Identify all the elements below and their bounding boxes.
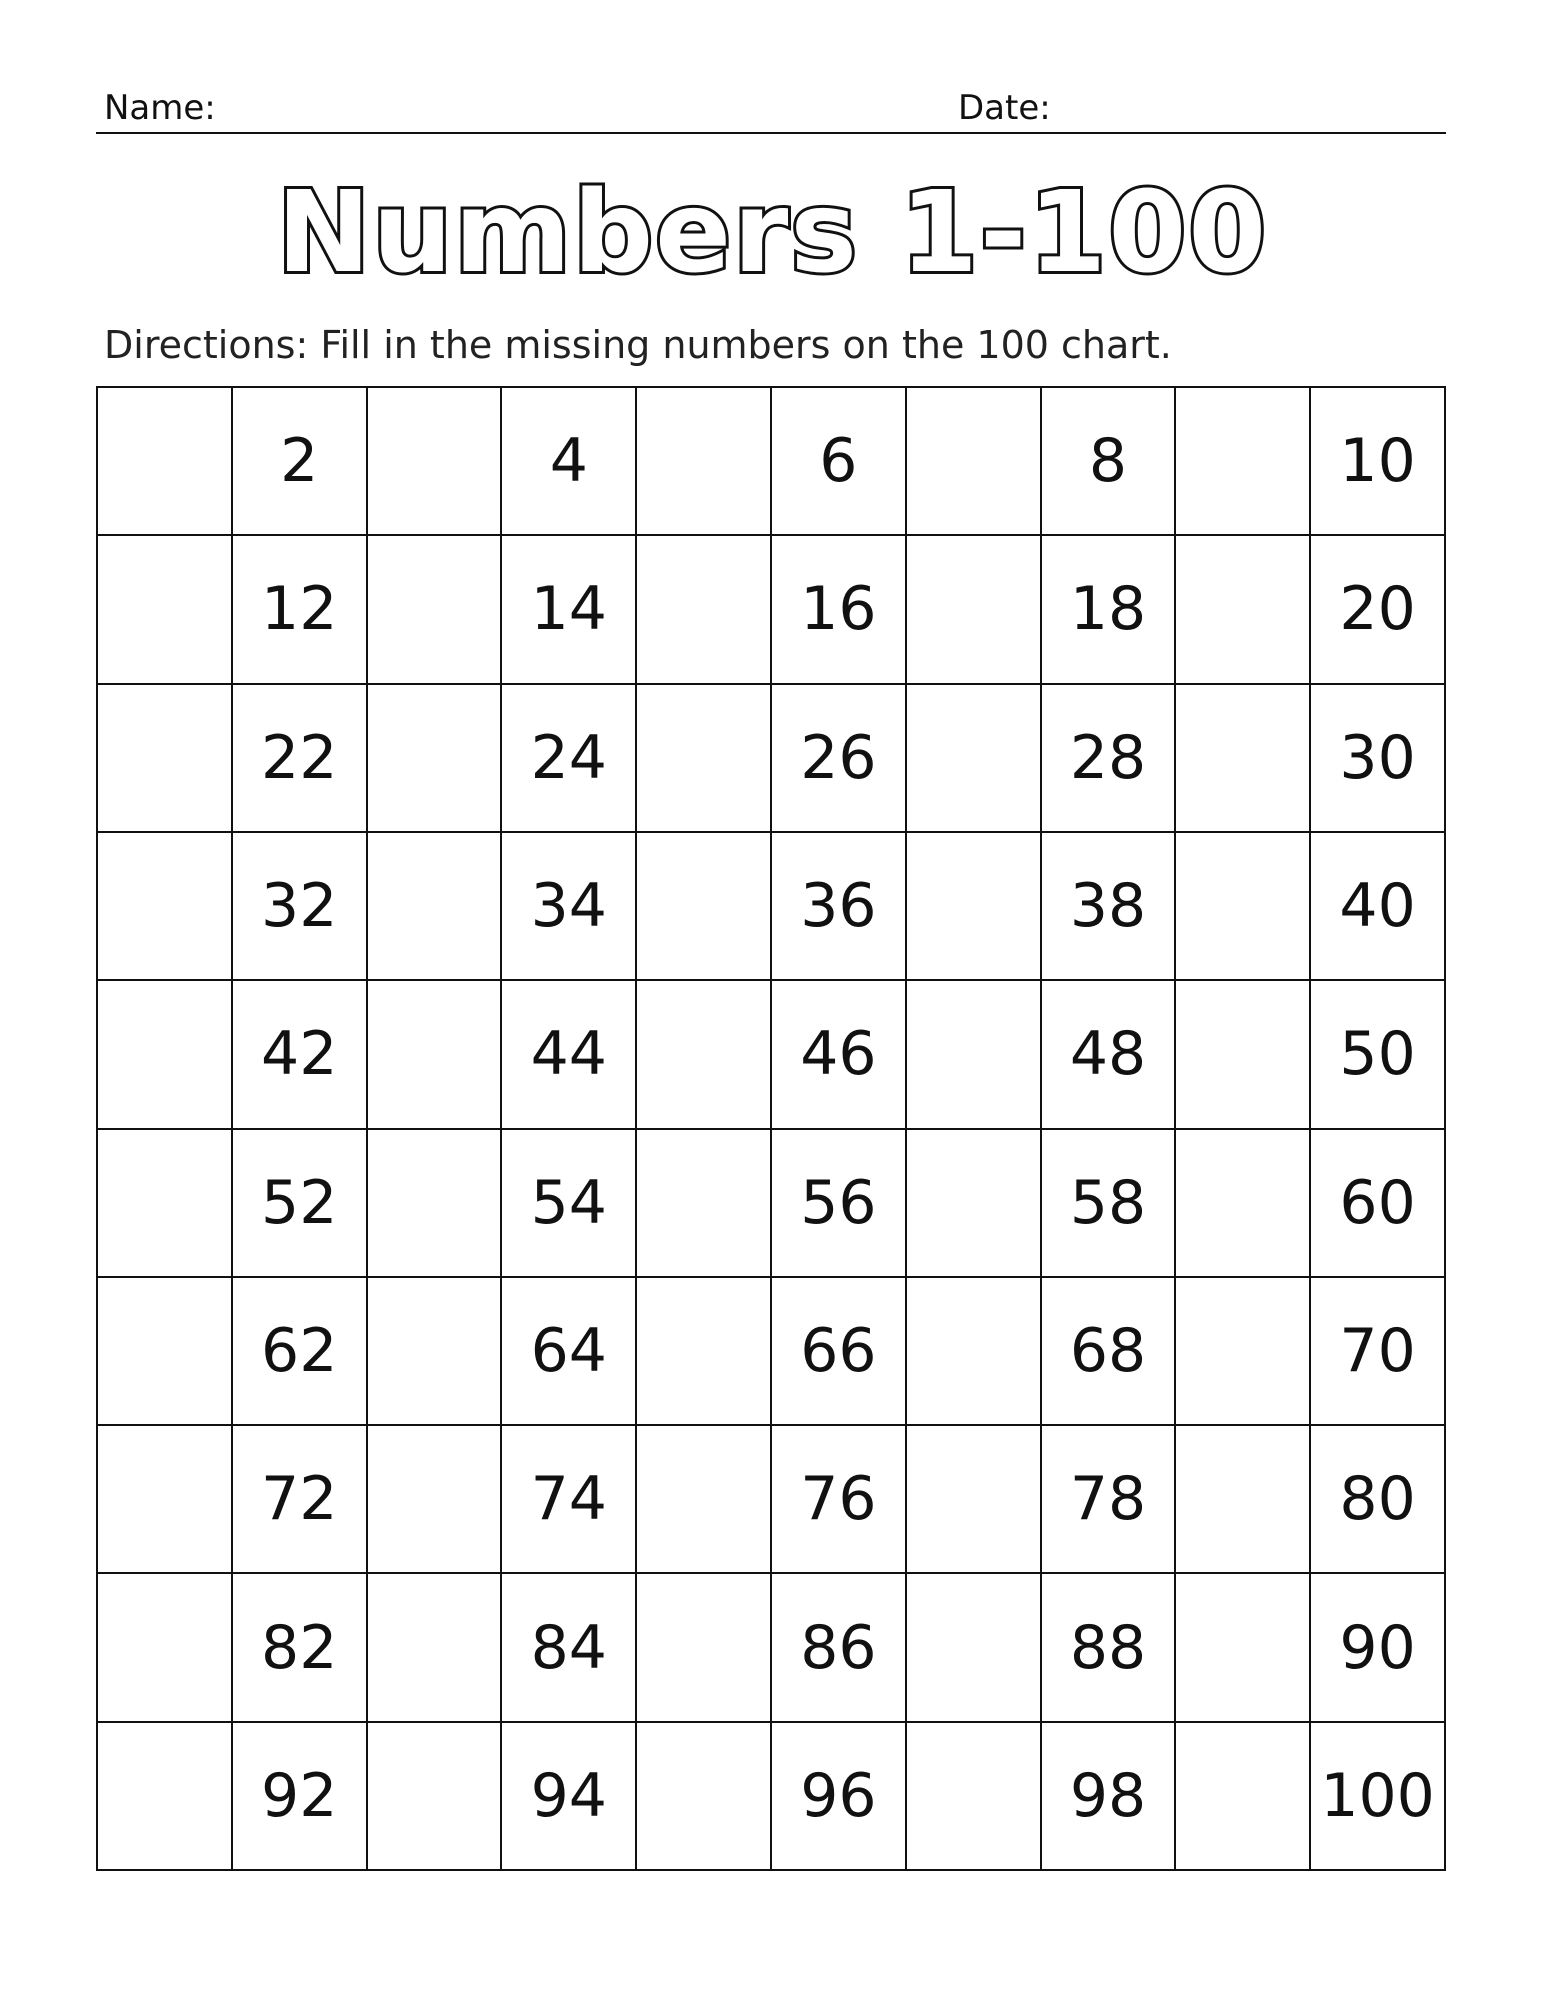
blank-cell[interactable] bbox=[1176, 388, 1311, 536]
blank-cell[interactable] bbox=[637, 388, 772, 536]
number-cell: 8 bbox=[1042, 388, 1177, 536]
blank-cell[interactable] bbox=[368, 1723, 503, 1871]
number-cell: 4 bbox=[502, 388, 637, 536]
number-cell: 78 bbox=[1042, 1426, 1177, 1574]
blank-cell[interactable] bbox=[98, 981, 233, 1129]
number-cell: 64 bbox=[502, 1278, 637, 1426]
number-cell: 26 bbox=[772, 685, 907, 833]
blank-cell[interactable] bbox=[1176, 1426, 1311, 1574]
blank-cell[interactable] bbox=[98, 1278, 233, 1426]
number-cell: 56 bbox=[772, 1130, 907, 1278]
blank-cell[interactable] bbox=[368, 1574, 503, 1722]
blank-cell[interactable] bbox=[1176, 536, 1311, 684]
blank-cell[interactable] bbox=[368, 536, 503, 684]
number-cell: 94 bbox=[502, 1723, 637, 1871]
number-cell: 10 bbox=[1311, 388, 1446, 536]
blank-cell[interactable] bbox=[368, 685, 503, 833]
blank-cell[interactable] bbox=[637, 833, 772, 981]
blank-cell[interactable] bbox=[98, 536, 233, 684]
blank-cell[interactable] bbox=[637, 1130, 772, 1278]
blank-cell[interactable] bbox=[1176, 1574, 1311, 1722]
blank-cell[interactable] bbox=[637, 1723, 772, 1871]
blank-cell[interactable] bbox=[907, 1426, 1042, 1574]
name-label: Name: bbox=[104, 88, 216, 128]
number-cell: 24 bbox=[502, 685, 637, 833]
number-cell: 44 bbox=[502, 981, 637, 1129]
number-cell: 2 bbox=[233, 388, 368, 536]
number-cell: 52 bbox=[233, 1130, 368, 1278]
number-cell: 22 bbox=[233, 685, 368, 833]
number-cell: 66 bbox=[772, 1278, 907, 1426]
blank-cell[interactable] bbox=[98, 1574, 233, 1722]
blank-cell[interactable] bbox=[637, 536, 772, 684]
number-cell: 16 bbox=[772, 536, 907, 684]
blank-cell[interactable] bbox=[907, 536, 1042, 684]
blank-cell[interactable] bbox=[637, 981, 772, 1129]
hundred-chart-grid bbox=[96, 386, 1446, 1871]
number-cell: 60 bbox=[1311, 1130, 1446, 1278]
blank-cell[interactable] bbox=[907, 1130, 1042, 1278]
number-cell: 54 bbox=[502, 1130, 637, 1278]
number-cell: 92 bbox=[233, 1723, 368, 1871]
number-cell: 68 bbox=[1042, 1278, 1177, 1426]
blank-cell[interactable] bbox=[637, 1278, 772, 1426]
number-cell: 20 bbox=[1311, 536, 1446, 684]
blank-cell[interactable] bbox=[1176, 685, 1311, 833]
blank-cell[interactable] bbox=[368, 1130, 503, 1278]
blank-cell[interactable] bbox=[368, 388, 503, 536]
number-cell: 74 bbox=[502, 1426, 637, 1574]
number-cell: 72 bbox=[233, 1426, 368, 1574]
blank-cell[interactable] bbox=[907, 833, 1042, 981]
number-cell: 14 bbox=[502, 536, 637, 684]
number-cell: 98 bbox=[1042, 1723, 1177, 1871]
number-cell: 12 bbox=[233, 536, 368, 684]
number-cell: 36 bbox=[772, 833, 907, 981]
blank-cell[interactable] bbox=[1176, 981, 1311, 1129]
number-cell: 70 bbox=[1311, 1278, 1446, 1426]
blank-cell[interactable] bbox=[98, 1426, 233, 1574]
blank-cell[interactable] bbox=[98, 1130, 233, 1278]
number-cell: 50 bbox=[1311, 981, 1446, 1129]
number-cell: 46 bbox=[772, 981, 907, 1129]
number-cell: 58 bbox=[1042, 1130, 1177, 1278]
number-cell: 80 bbox=[1311, 1426, 1446, 1574]
number-cell: 76 bbox=[772, 1426, 907, 1574]
blank-cell[interactable] bbox=[1176, 1723, 1311, 1871]
number-cell: 82 bbox=[233, 1574, 368, 1722]
number-cell: 100 bbox=[1311, 1723, 1446, 1871]
directions-text: Directions: Fill in the missing numbers on the 100 chart. bbox=[104, 323, 1172, 367]
blank-cell[interactable] bbox=[637, 1574, 772, 1722]
number-cell: 30 bbox=[1311, 685, 1446, 833]
blank-cell[interactable] bbox=[1176, 1278, 1311, 1426]
blank-cell[interactable] bbox=[637, 685, 772, 833]
date-label: Date: bbox=[958, 88, 1051, 128]
number-cell: 6 bbox=[772, 388, 907, 536]
blank-cell[interactable] bbox=[98, 833, 233, 981]
number-cell: 84 bbox=[502, 1574, 637, 1722]
number-cell: 32 bbox=[233, 833, 368, 981]
blank-cell[interactable] bbox=[368, 833, 503, 981]
blank-cell[interactable] bbox=[907, 1723, 1042, 1871]
blank-cell[interactable] bbox=[637, 1426, 772, 1574]
blank-cell[interactable] bbox=[98, 1723, 233, 1871]
blank-cell[interactable] bbox=[907, 1574, 1042, 1722]
blank-cell[interactable] bbox=[368, 981, 503, 1129]
number-cell: 38 bbox=[1042, 833, 1177, 981]
blank-cell[interactable] bbox=[1176, 833, 1311, 981]
number-cell: 48 bbox=[1042, 981, 1177, 1129]
number-cell: 18 bbox=[1042, 536, 1177, 684]
number-cell: 40 bbox=[1311, 833, 1446, 981]
number-cell: 86 bbox=[772, 1574, 907, 1722]
name-date-line[interactable] bbox=[96, 132, 1446, 134]
blank-cell[interactable] bbox=[907, 1278, 1042, 1426]
blank-cell[interactable] bbox=[1176, 1130, 1311, 1278]
blank-cell[interactable] bbox=[98, 685, 233, 833]
blank-cell[interactable] bbox=[368, 1278, 503, 1426]
blank-cell[interactable] bbox=[907, 685, 1042, 833]
number-cell: 88 bbox=[1042, 1574, 1177, 1722]
blank-cell[interactable] bbox=[907, 981, 1042, 1129]
number-cell: 42 bbox=[233, 981, 368, 1129]
blank-cell[interactable] bbox=[907, 388, 1042, 536]
blank-cell[interactable] bbox=[368, 1426, 503, 1574]
number-cell: 62 bbox=[233, 1278, 368, 1426]
blank-cell[interactable] bbox=[98, 388, 233, 536]
worksheet-title: Numbers 1-100 bbox=[276, 168, 1269, 298]
number-cell: 34 bbox=[502, 833, 637, 981]
number-cell: 96 bbox=[772, 1723, 907, 1871]
number-cell: 28 bbox=[1042, 685, 1177, 833]
number-cell: 90 bbox=[1311, 1574, 1446, 1722]
